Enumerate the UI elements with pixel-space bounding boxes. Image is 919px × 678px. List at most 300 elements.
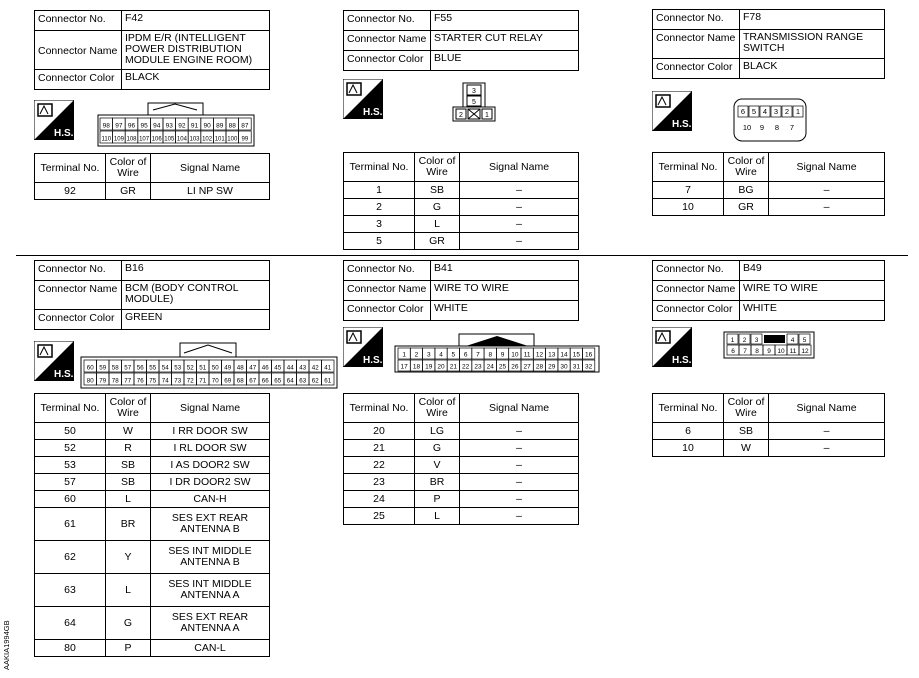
signal-name-cell: CAN-L	[151, 640, 270, 657]
pin-label: 9	[759, 123, 765, 132]
pin-label: 43	[299, 364, 307, 372]
wire-color-cell: BG	[724, 182, 769, 199]
table-row	[35, 457, 270, 474]
connector-no-label: Connector No.	[35, 11, 122, 31]
terminal-no-cell: 3	[344, 216, 415, 233]
pin-label: 91	[190, 122, 199, 130]
connector-color-label: Connector Color	[344, 301, 431, 321]
wire-color-cell: G	[415, 440, 460, 457]
connector-f42-info	[34, 10, 270, 90]
connector-b49-info	[652, 260, 885, 321]
connector-b41-terminals	[343, 393, 579, 525]
pin-label: 13	[548, 351, 556, 359]
terminal-no-cell: 52	[35, 440, 106, 457]
table-row	[344, 508, 579, 525]
pin-label: 45	[274, 364, 282, 372]
pin-label: 56	[136, 364, 144, 372]
table-row	[35, 440, 270, 457]
connector-name-value: WIRE TO WIRE	[740, 281, 885, 301]
table-row	[35, 474, 270, 491]
connector-no-label: Connector No.	[653, 10, 740, 30]
pin-label: 3	[754, 337, 759, 344]
terminal-no-cell: 24	[344, 491, 415, 508]
color-of-wire-header: Color of Wire	[415, 394, 460, 423]
connector-b16-face	[80, 341, 338, 389]
terminal-no-header: Terminal No.	[653, 394, 724, 423]
table-row	[35, 541, 270, 574]
table-row	[35, 508, 270, 541]
connector-f55-info	[343, 10, 579, 71]
pin-label: 5	[451, 351, 456, 359]
signal-name-cell: –	[769, 423, 885, 440]
pin-label: 30	[560, 363, 568, 371]
pin-label: 103	[189, 136, 200, 143]
connector-f42-face	[97, 101, 255, 147]
hs-icon	[652, 327, 692, 367]
pin-label: 12	[801, 348, 809, 355]
pin-label: 8	[774, 123, 780, 132]
pin-label: 22	[462, 363, 470, 371]
pin-label: 12	[535, 351, 544, 359]
pin-label: 89	[216, 122, 224, 130]
pin-label: 110	[101, 136, 112, 143]
signal-name-header: Signal Name	[151, 394, 270, 423]
hs-icon	[34, 100, 74, 140]
signal-name-cell: –	[769, 199, 885, 216]
connector-no-value: F42	[122, 11, 270, 31]
pin-label: 64	[286, 377, 294, 385]
pin-label: 78	[111, 377, 119, 385]
table-row	[344, 457, 579, 474]
table-row	[35, 607, 270, 640]
connector-f42-terminals	[34, 153, 270, 200]
pin-label: 4	[439, 351, 443, 359]
pin-label: 73	[174, 377, 182, 385]
signal-name-cell: I AS DOOR2 SW	[151, 457, 270, 474]
wire-color-cell: L	[106, 574, 151, 607]
terminal-no-cell: 23	[344, 474, 415, 491]
pin-label: 105	[164, 136, 175, 143]
pin-label: 16	[585, 351, 593, 359]
table-row	[653, 423, 885, 440]
hs-icon	[34, 341, 74, 381]
wire-color-cell: SB	[724, 423, 769, 440]
connector-name-label: Connector Name	[35, 31, 122, 70]
pin-label: 66	[261, 377, 269, 385]
wire-color-cell: P	[106, 640, 151, 657]
pin-label: 5	[751, 107, 757, 116]
table-row	[344, 440, 579, 457]
table-row	[344, 423, 579, 440]
signal-name-cell: –	[460, 440, 579, 457]
pin-label: 8	[755, 348, 759, 355]
connector-no-label: Connector No.	[653, 261, 740, 281]
pin-label: 57	[124, 364, 132, 372]
signal-name-cell: –	[460, 199, 579, 216]
table-row	[35, 574, 270, 607]
signal-name-cell: –	[460, 182, 579, 199]
pin-label: 21	[449, 363, 457, 371]
connector-no-value: F78	[740, 10, 885, 30]
signal-name-cell: –	[460, 233, 579, 250]
pin-label: 95	[140, 122, 148, 130]
connector-color-value: WHITE	[740, 301, 885, 321]
signal-name-cell: –	[769, 440, 885, 457]
pin-label: 19	[425, 363, 433, 371]
connector-color-label: Connector Color	[653, 301, 740, 321]
pin-label: 61	[324, 377, 332, 385]
pin-label: 47	[249, 364, 257, 372]
terminal-no-cell: 57	[35, 474, 106, 491]
table-row	[344, 199, 579, 216]
connector-f78-face	[733, 98, 807, 142]
pin-label: 99	[241, 136, 249, 143]
table-row	[35, 491, 270, 508]
pin-label: 102	[202, 136, 213, 143]
connector-color-label: Connector Color	[344, 51, 431, 71]
connector-color-label: Connector Color	[653, 59, 740, 79]
hs-label: H.S.	[363, 355, 383, 366]
pin-label: 50	[211, 364, 219, 372]
terminal-no-cell: 61	[35, 508, 106, 541]
color-of-wire-header: Color of Wire	[106, 394, 151, 423]
wire-color-cell: SB	[106, 457, 151, 474]
pin-label: 48	[236, 364, 244, 372]
connector-no-value: B41	[431, 261, 579, 281]
table-row	[344, 233, 579, 250]
terminal-no-cell: 22	[344, 457, 415, 474]
pin-label: 3	[426, 351, 431, 359]
connector-b16-info	[34, 260, 270, 330]
pin-label: 92	[178, 122, 186, 130]
connector-no-label: Connector No.	[35, 261, 122, 281]
pin-label: 23	[474, 363, 482, 371]
pin-label: 41	[324, 364, 332, 372]
pin-label: 7	[743, 348, 747, 355]
pin-label: 7	[476, 351, 480, 359]
pin-label: 90	[203, 122, 211, 130]
pin-label: 65	[274, 377, 282, 385]
pin-label: 9	[767, 348, 771, 355]
wire-color-cell: LG	[415, 423, 460, 440]
pin-label: 27	[523, 363, 531, 371]
connector-no-value: B16	[122, 261, 270, 281]
wire-color-cell: GR	[415, 233, 460, 250]
pin-label: 97	[115, 122, 123, 130]
pin-label: 31	[572, 363, 580, 371]
terminal-no-cell: 20	[344, 423, 415, 440]
connector-b41-face	[394, 333, 600, 373]
terminal-no-cell: 62	[35, 541, 106, 574]
wire-color-cell: R	[106, 440, 151, 457]
figure-code: AAKIA1994GB	[2, 620, 11, 670]
table-row	[35, 423, 270, 440]
pin-label: 5	[802, 337, 807, 344]
connector-name-label: Connector Name	[344, 281, 431, 301]
pin-label: 42	[311, 364, 319, 372]
connector-color-value: BLACK	[122, 70, 270, 90]
pin-label: 59	[99, 364, 107, 372]
terminal-no-cell: 50	[35, 423, 106, 440]
pin-label: 71	[199, 377, 207, 385]
table-row	[344, 182, 579, 199]
terminal-no-cell: 25	[344, 508, 415, 525]
signal-name-cell: SES EXT REAR ANTENNA B	[151, 508, 270, 541]
pin-label: 17	[400, 363, 408, 371]
pin-label: 3	[472, 88, 476, 95]
connector-f78-info	[652, 9, 885, 79]
hs-label: H.S.	[363, 107, 383, 118]
pin-label: 11	[789, 348, 797, 355]
table-row	[344, 216, 579, 233]
terminal-no-cell: 2	[344, 199, 415, 216]
wire-color-cell: GR	[106, 183, 151, 200]
pin-label: 69	[224, 377, 232, 385]
connector-no-label: Connector No.	[344, 11, 431, 31]
terminal-no-header: Terminal No.	[35, 394, 106, 423]
wire-color-cell: BR	[106, 508, 151, 541]
pin-label: 70	[211, 377, 219, 385]
signal-name-header: Signal Name	[460, 394, 579, 423]
connector-b16-terminals	[34, 393, 270, 657]
signal-name-cell: LI NP SW	[151, 183, 270, 200]
connector-name-value: IPDM E/R (INTELLIGENT POWER DISTRIBUTION MODULE ENGINE ROOM)	[122, 31, 270, 70]
pin-label: 25	[498, 363, 507, 371]
connector-f55-terminals	[343, 152, 579, 250]
connector-color-value: BLACK	[740, 59, 885, 79]
pin-label: 108	[126, 136, 137, 143]
wire-color-cell: SB	[415, 182, 460, 199]
connector-no-value: B49	[740, 261, 885, 281]
pin-label: 104	[176, 136, 187, 143]
terminal-no-cell: 5	[344, 233, 415, 250]
pin-label: 10	[511, 351, 519, 359]
pin-label: 6	[731, 348, 735, 355]
connector-color-value: BLUE	[431, 51, 579, 71]
pin-label: 8	[488, 351, 493, 359]
pin-label: 4	[762, 107, 768, 116]
signal-name-cell: –	[460, 474, 579, 491]
pin-label: 53	[174, 364, 182, 372]
section-divider	[16, 255, 908, 256]
pin-label: 4	[790, 337, 795, 344]
pin-label: 46	[261, 364, 269, 372]
pin-label: 60	[86, 364, 94, 372]
terminal-no-cell: 64	[35, 607, 106, 640]
terminal-no-cell: 10	[653, 199, 724, 216]
pin-label: 96	[127, 122, 136, 130]
pin-label: 10	[742, 123, 752, 132]
pin-label: 29	[548, 363, 556, 371]
pin-label: 75	[149, 377, 157, 385]
connector-name-label: Connector Name	[653, 30, 740, 59]
connector-f55-face	[451, 82, 499, 124]
connector-name-label: Connector Name	[344, 31, 431, 51]
signal-name-header: Signal Name	[151, 154, 270, 183]
pin-label: 10	[777, 348, 785, 355]
signal-name-cell: –	[460, 216, 579, 233]
pin-label: 100	[227, 136, 238, 143]
pin-label: 1	[795, 107, 801, 116]
pin-label: 20	[437, 363, 445, 371]
pin-label: 2	[742, 337, 747, 344]
wire-color-cell: W	[724, 440, 769, 457]
table-row	[35, 183, 270, 200]
terminal-no-cell: 10	[653, 440, 724, 457]
wire-color-cell: GR	[724, 199, 769, 216]
pin-label: 26	[511, 363, 519, 371]
wire-color-cell: V	[415, 457, 460, 474]
pin-label: 18	[412, 363, 421, 371]
signal-name-cell: I RL DOOR SW	[151, 440, 270, 457]
pin-label: 14	[560, 351, 568, 359]
connector-color-value: GREEN	[122, 310, 270, 330]
wire-color-cell: Y	[106, 541, 151, 574]
pin-label: 24	[486, 363, 494, 371]
pin-label: 5	[472, 99, 476, 106]
pin-label: 58	[111, 364, 119, 372]
pin-label: 74	[161, 377, 169, 385]
terminal-no-cell: 1	[344, 182, 415, 199]
pin-label: 98	[102, 122, 110, 130]
pin-label: 93	[165, 122, 173, 130]
signal-name-cell: I DR DOOR2 SW	[151, 474, 270, 491]
signal-name-header: Signal Name	[769, 153, 885, 182]
pin-label: 9	[500, 351, 505, 359]
connector-name-label: Connector Name	[35, 281, 122, 310]
signal-name-cell: –	[769, 182, 885, 199]
terminal-no-header: Terminal No.	[344, 394, 415, 423]
wire-color-cell: P	[415, 491, 460, 508]
pin-label: 62	[311, 377, 319, 385]
pin-label: 51	[199, 364, 207, 372]
signal-name-cell: I RR DOOR SW	[151, 423, 270, 440]
connector-name-value: BCM (BODY CONTROL MODULE)	[122, 281, 270, 310]
wire-color-cell: L	[415, 216, 460, 233]
connector-name-label: Connector Name	[653, 281, 740, 301]
pin-label: 1	[402, 351, 406, 359]
terminal-no-cell: 63	[35, 574, 106, 607]
connector-f78-terminals	[652, 152, 885, 216]
pin-label: 49	[224, 364, 232, 372]
pin-label: 32	[585, 363, 593, 371]
terminal-no-cell: 60	[35, 491, 106, 508]
pin-label: 106	[151, 136, 162, 143]
signal-name-cell: –	[460, 508, 579, 525]
terminal-no-cell: 53	[35, 457, 106, 474]
pin-label: 1	[485, 112, 489, 119]
pin-label: 55	[149, 364, 157, 372]
connector-no-label: Connector No.	[344, 261, 431, 281]
wire-color-cell: L	[415, 508, 460, 525]
terminal-no-cell: 80	[35, 640, 106, 657]
hs-label: H.S.	[672, 355, 692, 366]
wire-color-cell: L	[106, 491, 151, 508]
hs-label: H.S.	[672, 119, 692, 130]
signal-name-header: Signal Name	[769, 394, 885, 423]
connector-color-label: Connector Color	[35, 310, 122, 330]
terminal-no-cell: 7	[653, 182, 724, 199]
hs-icon	[343, 327, 383, 367]
color-of-wire-header: Color of Wire	[106, 154, 151, 183]
signal-name-header: Signal Name	[460, 153, 579, 182]
color-of-wire-header: Color of Wire	[415, 153, 460, 182]
pin-label: 54	[161, 364, 169, 372]
pin-label: 52	[186, 364, 194, 372]
key-block	[764, 335, 785, 343]
wire-color-cell: G	[106, 607, 151, 640]
wire-color-cell: G	[415, 199, 460, 216]
pin-label: 6	[463, 351, 468, 359]
hs-icon	[343, 79, 383, 119]
signal-name-cell: –	[460, 457, 579, 474]
color-of-wire-header: Color of Wire	[724, 153, 769, 182]
pin-label: 63	[299, 377, 307, 385]
signal-name-cell: CAN-H	[151, 491, 270, 508]
pin-label: 7	[789, 123, 795, 132]
pin-label: 80	[86, 377, 94, 385]
pin-label: 28	[535, 363, 544, 371]
connector-name-value: WIRE TO WIRE	[431, 281, 579, 301]
wire-color-cell: BR	[415, 474, 460, 491]
pin-label: 2	[414, 351, 419, 359]
pin-label: 109	[113, 136, 124, 143]
terminal-no-cell: 92	[35, 183, 106, 200]
signal-name-cell: SES INT MIDDLE ANTENNA A	[151, 574, 270, 607]
pin-label: 2	[784, 107, 790, 116]
pin-label: 3	[773, 107, 779, 116]
terminal-no-header: Terminal No.	[35, 154, 106, 183]
wire-color-cell: W	[106, 423, 151, 440]
pin-label: 68	[236, 377, 244, 385]
connector-no-value: F55	[431, 11, 579, 31]
pin-label: 72	[186, 377, 194, 385]
signal-name-cell: SES INT MIDDLE ANTENNA B	[151, 541, 270, 574]
connector-name-value: STARTER CUT RELAY	[431, 31, 579, 51]
signal-name-cell: –	[460, 491, 579, 508]
connector-color-value: WHITE	[431, 301, 579, 321]
table-row	[35, 640, 270, 657]
table-row	[344, 474, 579, 491]
pin-label: 76	[136, 377, 144, 385]
pin-label: 6	[740, 107, 746, 116]
connector-b41-info	[343, 260, 579, 321]
pin-label: 101	[214, 136, 225, 143]
wire-color-cell: SB	[106, 474, 151, 491]
table-row	[653, 182, 885, 199]
pin-label: 88	[228, 122, 236, 130]
signal-name-cell: –	[460, 423, 579, 440]
hs-icon	[652, 91, 692, 131]
terminal-no-header: Terminal No.	[653, 153, 724, 182]
terminal-no-cell: 6	[653, 423, 724, 440]
pin-label: 94	[153, 122, 161, 130]
pin-label: 15	[572, 351, 580, 359]
terminal-no-cell: 21	[344, 440, 415, 457]
connector-name-value: TRANSMISSION RANGE SWITCH	[740, 30, 885, 59]
pin-label: 44	[286, 364, 294, 372]
signal-name-cell: SES EXT REAR ANTENNA A	[151, 607, 270, 640]
pin-label: 107	[139, 136, 150, 143]
connector-b49-terminals	[652, 393, 885, 457]
table-row	[653, 199, 885, 216]
connector-color-label: Connector Color	[35, 70, 122, 90]
pin-label: 77	[124, 377, 132, 385]
pin-label: 67	[249, 377, 257, 385]
hs-label: H.S.	[54, 369, 74, 380]
terminal-no-header: Terminal No.	[344, 153, 415, 182]
pin-label: 79	[99, 377, 107, 385]
